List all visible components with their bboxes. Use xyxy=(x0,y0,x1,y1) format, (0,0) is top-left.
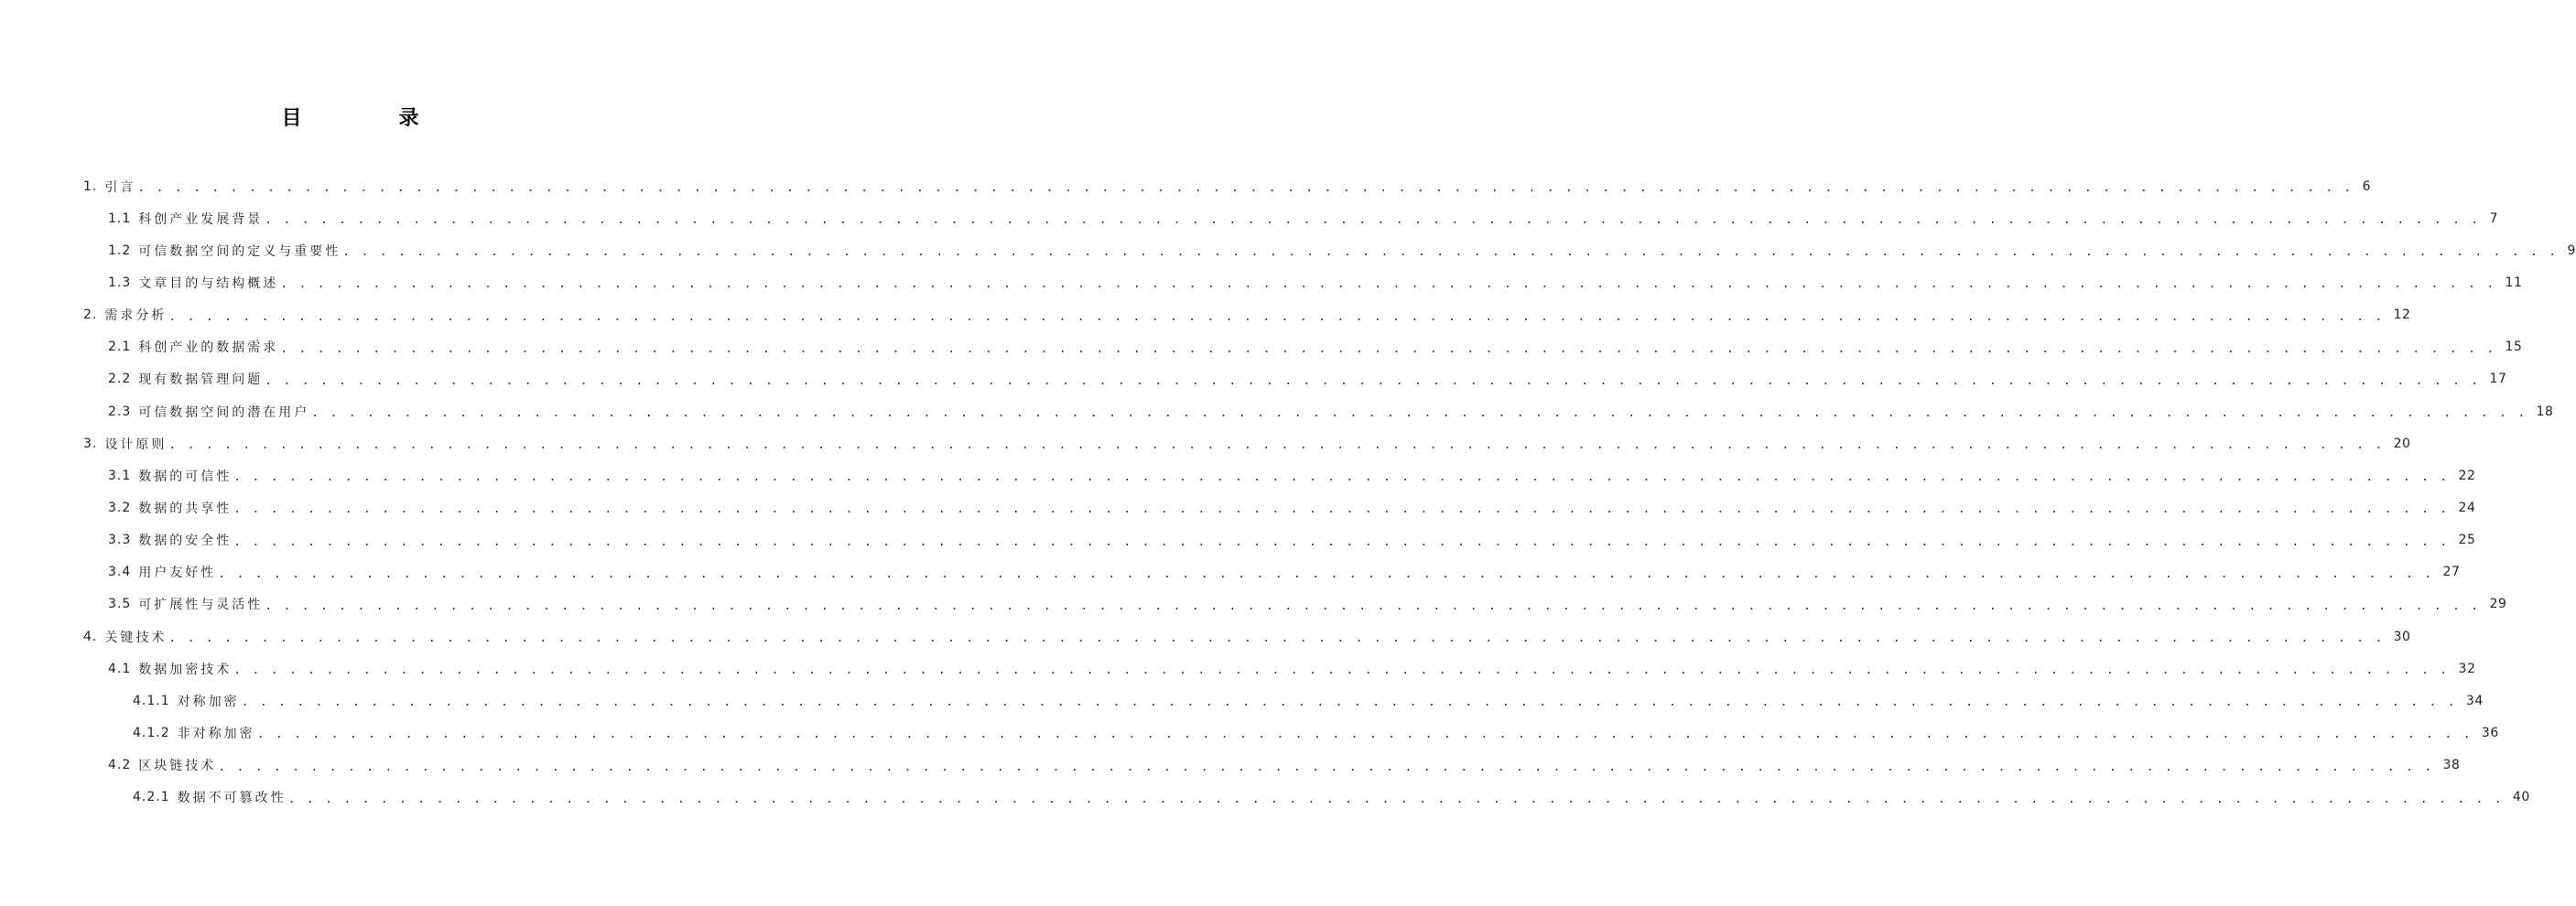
toc-entry-title: 用户友好性 xyxy=(138,566,217,581)
toc-dot-leader: . . . . . . . . . . . . . . . . . . . . . . . . . . . . . . . . . . . . . . . . . . . . . . . . . . . . . . . . . . . . . . . . . . . . . . . . . . . . . . . . . . . . . . . . . . . . . . . . . . . . . . . . . . . . . . . . . . . . . . . . xyxy=(342,245,2559,260)
toc-entry-title: 可信数据空间的潜在用户 xyxy=(138,404,310,420)
toc-entry-page-number: 24 xyxy=(2458,500,2476,515)
toc-entry[interactable] xyxy=(0,653,2476,685)
toc-entry-title: 数据的共享性 xyxy=(138,501,233,516)
toc-entry-number: 4.1.2 xyxy=(133,725,170,740)
toc-entry-number: 4.2 xyxy=(108,758,132,773)
toc-entry[interactable] xyxy=(0,782,2530,814)
toc-entry-title: 科创产业的数据需求 xyxy=(138,340,279,356)
toc-entry-number: 2.3 xyxy=(108,404,132,419)
toc-entry[interactable] xyxy=(0,524,2476,556)
toc-entry-title: 数据不可篡改性 xyxy=(177,791,287,806)
toc-entry-number: 3.4 xyxy=(108,565,132,580)
toc-entry[interactable] xyxy=(0,685,2484,717)
toc-entry-number: 2.2 xyxy=(108,372,132,387)
toc-entry-number: 1. xyxy=(83,178,98,194)
toc-entry[interactable] xyxy=(0,459,2476,491)
toc-entry[interactable] xyxy=(0,750,2461,782)
toc-title: 目 录 xyxy=(281,107,458,130)
toc-dot-leader: . . . . . . . . . . . . . . . . . . . . . . . . . . . . . . . . . . . . . . . . . . . . . . . . . . . . . . . . . . . . . . . . . . . . . . . . . . . . . . . . . . . . . . . . . . . . . . . . . . . . . . . . . . . . . . . . . . . . . . . . xyxy=(168,631,2385,646)
toc-entry[interactable] xyxy=(0,395,2554,427)
toc-entry-number: 2.1 xyxy=(108,340,132,355)
toc-entry-page-number: 9 xyxy=(2567,243,2576,258)
toc-entry-number: 1.2 xyxy=(108,243,132,258)
toc-dot-leader: . . . . . . . . . . . . . . . . . . . . . . . . . . . . . . . . . . . . . . . . . . . . . . . . . . . . . . . . . . . . . . . . . . . . . . . . . . . . . . . . . . . . . . . . . . . . . . . . . . . . . . . . . . . . . . . . . . . . . . . . xyxy=(280,277,2496,292)
toc-entry-title: 数据加密技术 xyxy=(138,662,233,677)
toc-entry-title: 需求分析 xyxy=(104,308,168,324)
toc-entry-page-number: 36 xyxy=(2481,725,2499,740)
toc-dot-leader: . . . . . . . . . . . . . . . . . . . . . . . . . . . . . . . . . . . . . . . . . . . . . . . . . . . . . . . . . . . . . . . . . . . . . . . . . . . . . . . . . . . . . . . . . . . . . . . . . . . . . . . . . . . . . . . . . . . . . . . . xyxy=(265,373,2481,388)
toc-entry-page-number: 29 xyxy=(2489,597,2507,612)
toc-entry-page-number: 7 xyxy=(2489,210,2498,226)
toc-dot-leader: . . . . . . . . . . . . . . . . . . . . . . . . . . . . . . . . . . . . . . . . . . . . . . . . . . . . . . . . . . . . . . . . . . . . . . . . . . . . . . . . . . . . . . . . . . . . . . . . . . . . . . . . . . . . . . . . . . . . . . . . xyxy=(241,696,2457,710)
toc-entry-page-number: 40 xyxy=(2512,790,2530,805)
toc-dot-leader: . . . . . . . . . . . . . . . . . . . . . . . . . . . . . . . . . . . . . . . . . . . . . . . . . . . . . . . . . . . . . . . . . . . . . . . . . . . . . . . . . . . . . . . . . . . . . . . . . . . . . . . . . . . . . . . . . . . . . . . . xyxy=(287,792,2504,806)
toc-entry-page-number: 38 xyxy=(2442,758,2461,773)
toc-entry-title: 引言 xyxy=(104,179,136,195)
toc-entry-number: 3.3 xyxy=(108,533,132,548)
toc-entry[interactable] xyxy=(0,620,2411,653)
toc-dot-leader: . . . . . . . . . . . . . . . . . . . . . . . . . . . . . . . . . . . . . . . . . . . . . . . . . . . . . . . . . . . . . . . . . . . . . . . . . . . . . . . . . . . . . . . . . . . . . . . . . . . . . . . . . . . . . . . . . . . . . . . . xyxy=(256,728,2473,742)
toc-entry-number: 2. xyxy=(83,307,98,323)
toc-entry-number: 4.1 xyxy=(108,661,132,676)
toc-entry-title: 对称加密 xyxy=(177,694,240,709)
toc-entry-title: 非对称加密 xyxy=(177,726,255,741)
toc-entry-page-number: 11 xyxy=(2505,275,2523,290)
toc-dot-leader: . . . . . . . . . . . . . . . . . . . . . . . . . . . . . . . . . . . . . . . . . . . . . . . . . . . . . . . . . . . . . . . . . . . . . . . . . . . . . . . . . . . . . . . . . . . . . . . . . . . . . . . . . . . . . . . . . . . . . . . . xyxy=(218,760,2434,774)
toc-dot-leader: . . . . . . . . . . . . . . . . . . . . . . . . . . . . . . . . . . . . . . . . . . . . . . . . . . . . . . . . . . . . . . . . . . . . . . . . . . . . . . . . . . . . . . . . . . . . . . . . . . . . . . . . . . . . . . . . . . . . . . . . xyxy=(233,470,2450,485)
toc-dot-leader: . . . . . . . . . . . . . . . . . . . . . . . . . . . . . . . . . . . . . . . . . . . . . . . . . . . . . . . . . . . . . . . . . . . . . . . . . . . . . . . . . . . . . . . . . . . . . . . . . . . . . . . . . . . . . . . . . . . . . . . . xyxy=(280,341,2496,356)
toc-entry-page-number: 17 xyxy=(2489,372,2507,387)
toc-dot-leader: . . . . . . . . . . . . . . . . . . . . . . . . . . . . . . . . . . . . . . . . . . . . . . . . . . . . . . . . . . . . . . . . . . . . . . . . . . . . . . . . . . . . . . . . . . . . . . . . . . . . . . . . . . . . . . . . . . . . . . . . xyxy=(265,213,2481,228)
toc-entry-page-number: 15 xyxy=(2505,340,2523,355)
toc-dot-leader: . . . . . . . . . . . . . . . . . . . . . . . . . . . . . . . . . . . . . . . . . . . . . . . . . . . . . . . . . . . . . . . . . . . . . . . . . . . . . . . . . . . . . . . . . . . . . . . . . . . . . . . . . . . . . . . . . . . . . . . . xyxy=(218,566,2434,581)
toc-entry[interactable] xyxy=(0,299,2411,331)
toc-entry-title: 可扩展性与灵活性 xyxy=(138,598,264,613)
toc-entry-title: 现有数据管理问题 xyxy=(138,372,264,388)
toc-entry-page-number: 12 xyxy=(2393,307,2411,323)
toc-entry[interactable] xyxy=(0,556,2461,588)
toc-dot-leader: . . . . . . . . . . . . . . . . . . . . . . . . . . . . . . . . . . . . . . . . . . . . . . . . . . . . . . . . . . . . . . . . . . . . . . . . . . . . . . . . . . . . . . . . . . . . . . . . . . . . . . . . . . . . . . . . . . . . . . . . xyxy=(137,181,2354,196)
toc-entry[interactable] xyxy=(0,588,2507,620)
toc-entry-title: 关键技术 xyxy=(104,630,168,645)
toc-entry-page-number: 6 xyxy=(2362,178,2372,194)
toc-entry-number: 3. xyxy=(83,436,98,451)
toc-entry[interactable] xyxy=(0,170,2372,202)
toc-entry[interactable] xyxy=(0,491,2476,523)
toc-entry[interactable] xyxy=(0,717,2499,749)
toc-dot-leader: . . . . . . . . . . . . . . . . . . . . . . . . . . . . . . . . . . . . . . . . . . . . . . . . . . . . . . . . . . . . . . . . . . . . . . . . . . . . . . . . . . . . . . . . . . . . . . . . . . . . . . . . . . . . . . . . . . . . . . . . xyxy=(168,438,2385,453)
toc-dot-leader: . . . . . . . . . . . . . . . . . . . . . . . . . . . . . . . . . . . . . . . . . . . . . . . . . . . . . . . . . . . . . . . . . . . . . . . . . . . . . . . . . . . . . . . . . . . . . . . . . . . . . . . . . . . . . . . . . . . . . . . . xyxy=(233,534,2450,549)
toc-entry[interactable] xyxy=(0,363,2507,395)
toc-entry-number: 3.2 xyxy=(108,500,132,515)
toc-entry-page-number: 18 xyxy=(2536,404,2554,419)
toc-dot-leader: . . . . . . . . . . . . . . . . . . . . . . . . . . . . . . . . . . . . . . . . . . . . . . . . . . . . . . . . . . . . . . . . . . . . . . . . . . . . . . . . . . . . . . . . . . . . . . . . . . . . . . . . . . . . . . . . . . . . . . . . xyxy=(233,663,2450,678)
toc-entry-title: 文章目的与结构概述 xyxy=(138,275,279,291)
toc-entry[interactable] xyxy=(0,234,2576,266)
toc-entry-number: 4.2.1 xyxy=(133,790,170,805)
toc-entry-number: 1.3 xyxy=(108,275,132,290)
toc-entry-title: 数据的可信性 xyxy=(138,469,233,484)
toc-entry-number: 3.1 xyxy=(108,468,132,483)
toc-entry-number: 4. xyxy=(83,629,98,644)
toc-entry-number: 4.1.1 xyxy=(133,693,170,708)
toc-entry[interactable] xyxy=(0,266,2523,298)
toc-entry-page-number: 22 xyxy=(2458,468,2476,483)
toc-entry-page-number: 20 xyxy=(2393,436,2411,451)
toc-entry-number: 3.5 xyxy=(108,597,132,612)
toc-entry[interactable] xyxy=(0,202,2498,234)
toc-dot-leader: . . . . . . . . . . . . . . . . . . . . . . . . . . . . . . . . . . . . . . . . . . . . . . . . . . . . . . . . . . . . . . . . . . . . . . . . . . . . . . . . . . . . . . . . . . . . . . . . . . . . . . . . . . . . . . . . . . . . . . . . xyxy=(265,599,2481,613)
toc-entry-title: 可信数据空间的定义与重要性 xyxy=(138,243,341,259)
toc-dot-leader: . . . . . . . . . . . . . . . . . . . . . . . . . . . . . . . . . . . . . . . . . . . . . . . . . . . . . . . . . . . . . . . . . . . . . . . . . . . . . . . . . . . . . . . . . . . . . . . . . . . . . . . . . . . . . . . . . . . . . . . . xyxy=(233,502,2450,517)
toc-entry-title: 区块链技术 xyxy=(138,759,217,774)
toc-entry-page-number: 34 xyxy=(2465,693,2484,708)
toc-entry-title: 设计原则 xyxy=(104,437,168,452)
toc-dot-leader: . . . . . . . . . . . . . . . . . . . . . . . . . . . . . . . . . . . . . . . . . . . . . . . . . . . . . . . . . . . . . . . . . . . . . . . . . . . . . . . . . . . . . . . . . . . . . . . . . . . . . . . . . . . . . . . . . . . . . . . . xyxy=(311,406,2527,421)
toc-entry-title: 科创产业发展背景 xyxy=(138,211,264,227)
table-of-contents xyxy=(0,170,2576,814)
toc-entry-number: 1.1 xyxy=(108,210,132,226)
toc-entry-page-number: 25 xyxy=(2458,533,2476,548)
toc-dot-leader: . . . . . . . . . . . . . . . . . . . . . . . . . . . . . . . . . . . . . . . . . . . . . . . . . . . . . . . . . . . . . . . . . . . . . . . . . . . . . . . . . . . . . . . . . . . . . . . . . . . . . . . . . . . . . . . . . . . . . . . . xyxy=(168,309,2385,324)
toc-entry-page-number: 32 xyxy=(2458,661,2476,676)
toc-entry[interactable] xyxy=(0,331,2523,363)
toc-entry-title: 数据的安全性 xyxy=(138,534,233,549)
toc-entry-page-number: 27 xyxy=(2442,565,2461,580)
toc-entry-page-number: 30 xyxy=(2393,629,2411,644)
toc-entry[interactable] xyxy=(0,427,2411,459)
